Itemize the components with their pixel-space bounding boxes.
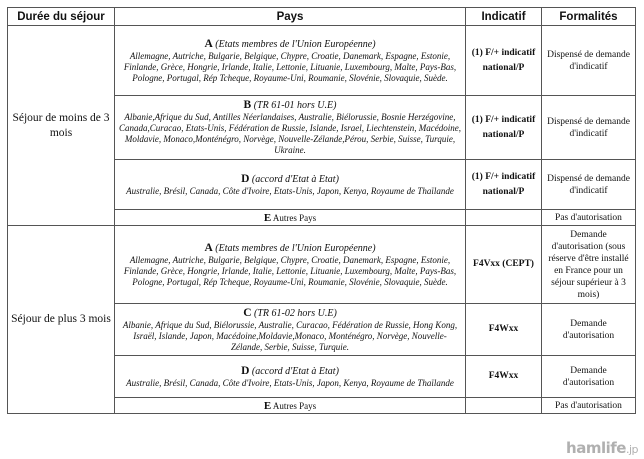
group-label: Autres Pays bbox=[272, 400, 317, 411]
watermark-logo bbox=[566, 439, 638, 457]
country-list: Allemagne, Autriche, Bulgarie, Belgique, Chypre, Croatie, Danemark, Espagne, Estonie, Finlande, Grèce, Hongrie, Irlande, Italie, Lettonie, Lituanie, Luxembourg, Malte, Pays-Bas, Pologne, Portugal, Rép Tcheque, Royaume-Uni, Roumanie, Slovénie, Slovaquie, Suède. bbox=[123, 50, 457, 83]
country-list: Australie, Brésil, Canada, Côte d'Ivoire, Etats-Unis, Japon, Kenya, Royaume de Thaïlande bbox=[126, 377, 454, 388]
long-stay-row-a bbox=[8, 226, 636, 304]
watermark-suffix: .jp bbox=[625, 443, 638, 456]
short-group-a bbox=[115, 26, 466, 96]
group-letter: E bbox=[263, 211, 272, 224]
indicatif-cell bbox=[466, 210, 542, 226]
indicatif-cell: F4Wxx bbox=[466, 304, 542, 356]
group-letter: D bbox=[241, 172, 250, 185]
watermark-text: hamlife bbox=[566, 439, 626, 457]
country-list: Albanie,Afrique du Sud, Antilles Néerlandaises, Australie, Biélorussie, Bosnie Herzégovine, Canada,Curacao, Etats-Unis, Fédération de Russie, Islande, Israel, Liechtenstein, Macédoine, Moldavie, Monaco,Monténégro, Norvège, Nouvelle-Zélande,Pérou, Serbie, Suisse, Turquie, Ukraine. bbox=[119, 112, 461, 155]
group-desc: (Etats membres de l'Union Européenne) bbox=[215, 38, 376, 50]
long-group-e bbox=[115, 398, 466, 414]
group-letter: D bbox=[241, 364, 250, 377]
group-letter: A bbox=[204, 37, 213, 50]
indicatif-cell: (1) F/+ indicatif national/P bbox=[466, 96, 542, 160]
header-duree: Durée du séjour bbox=[8, 8, 115, 26]
group-desc: (Etats membres de l'Union Européenne) bbox=[215, 242, 376, 254]
formalites-cell: Pas d'autorisation bbox=[542, 210, 636, 226]
group-letter: C bbox=[243, 306, 252, 319]
indicatif-cell bbox=[466, 398, 542, 414]
indicatif-cell: (1) F/+ indicatif national/P bbox=[466, 160, 542, 210]
group-desc: (accord d'Etat à Etat) bbox=[251, 173, 339, 185]
country-list: Australie, Brésil, Canada, Côte d'Ivoire, Etats-Unis, Japon, Kenya, Royaume de Thaïlande bbox=[126, 185, 454, 196]
short-stay-row-a bbox=[8, 26, 636, 96]
group-letter: A bbox=[204, 241, 213, 254]
short-stay-label: Séjour de moins de 3 mois bbox=[8, 26, 115, 226]
short-group-e bbox=[115, 210, 466, 226]
long-group-d bbox=[115, 356, 466, 398]
regulation-table bbox=[7, 7, 636, 414]
indicatif-cell: F4Wxx bbox=[466, 356, 542, 398]
formalites-cell: Dispensé de demande d'indicatif bbox=[542, 26, 636, 96]
formalites-cell: Demande d'autorisation (sous réserve d'être installé en France pour un séjour supérieur à 3 mois) bbox=[542, 226, 636, 304]
indicatif-cell: F4Vxx (CEPT) bbox=[466, 226, 542, 304]
formalites-cell: Dispensé de demande d'indicatif bbox=[542, 96, 636, 160]
formalites-cell: Pas d'autorisation bbox=[542, 398, 636, 414]
group-desc: (TR 61-02 hors U.E) bbox=[254, 307, 337, 319]
indicatif-cell: (1) F/+ indicatif national/P bbox=[466, 26, 542, 96]
short-group-d bbox=[115, 160, 466, 210]
header-formalites: Formalités bbox=[542, 8, 636, 26]
header-pays: Pays bbox=[115, 8, 466, 26]
country-list: Albanie, Afrique du Sud, Biélorussie, Australie, Curacao, Fédération de Russie, Hong Kong, Israël, Islande, Japon, Macédoine,Moldavie,Monaco, Monténégro, Norvège, Nouvelle-Zélande, Serbie, Suisse, Turquie. bbox=[122, 319, 458, 352]
long-group-c bbox=[115, 304, 466, 356]
group-letter: E bbox=[263, 399, 272, 412]
formalites-cell: Demande d'autorisation bbox=[542, 356, 636, 398]
header-row bbox=[8, 8, 636, 26]
short-group-b bbox=[115, 96, 466, 160]
long-group-a bbox=[115, 226, 466, 304]
group-desc: (accord d'Etat à Etat) bbox=[251, 365, 339, 377]
formalites-cell: Demande d'autorisation bbox=[542, 304, 636, 356]
long-stay-label: Séjour de plus 3 mois bbox=[8, 226, 115, 414]
group-letter: B bbox=[243, 99, 252, 111]
group-desc: (TR 61-01 hors U.E) bbox=[253, 100, 337, 111]
group-label: Autres Pays bbox=[272, 212, 317, 223]
formalites-cell: Dispensé de demande d'indicatif bbox=[542, 160, 636, 210]
header-indicatif: Indicatif bbox=[466, 8, 542, 26]
country-list: Allemagne, Autriche, Bulgarie, Belgique, Chypre, Croatie, Danemark, Espagne, Estonie, Finlande, Grèce, Hongrie, Irlande, Italie, Lettonie, Lituanie, Luxembourg, Malte, Pays-Bas, Pologne, Portugal, Rép Tcheque, Royaume-Uni, Roumanie, Slovénie, Slovaquie, Suède. bbox=[123, 254, 457, 287]
